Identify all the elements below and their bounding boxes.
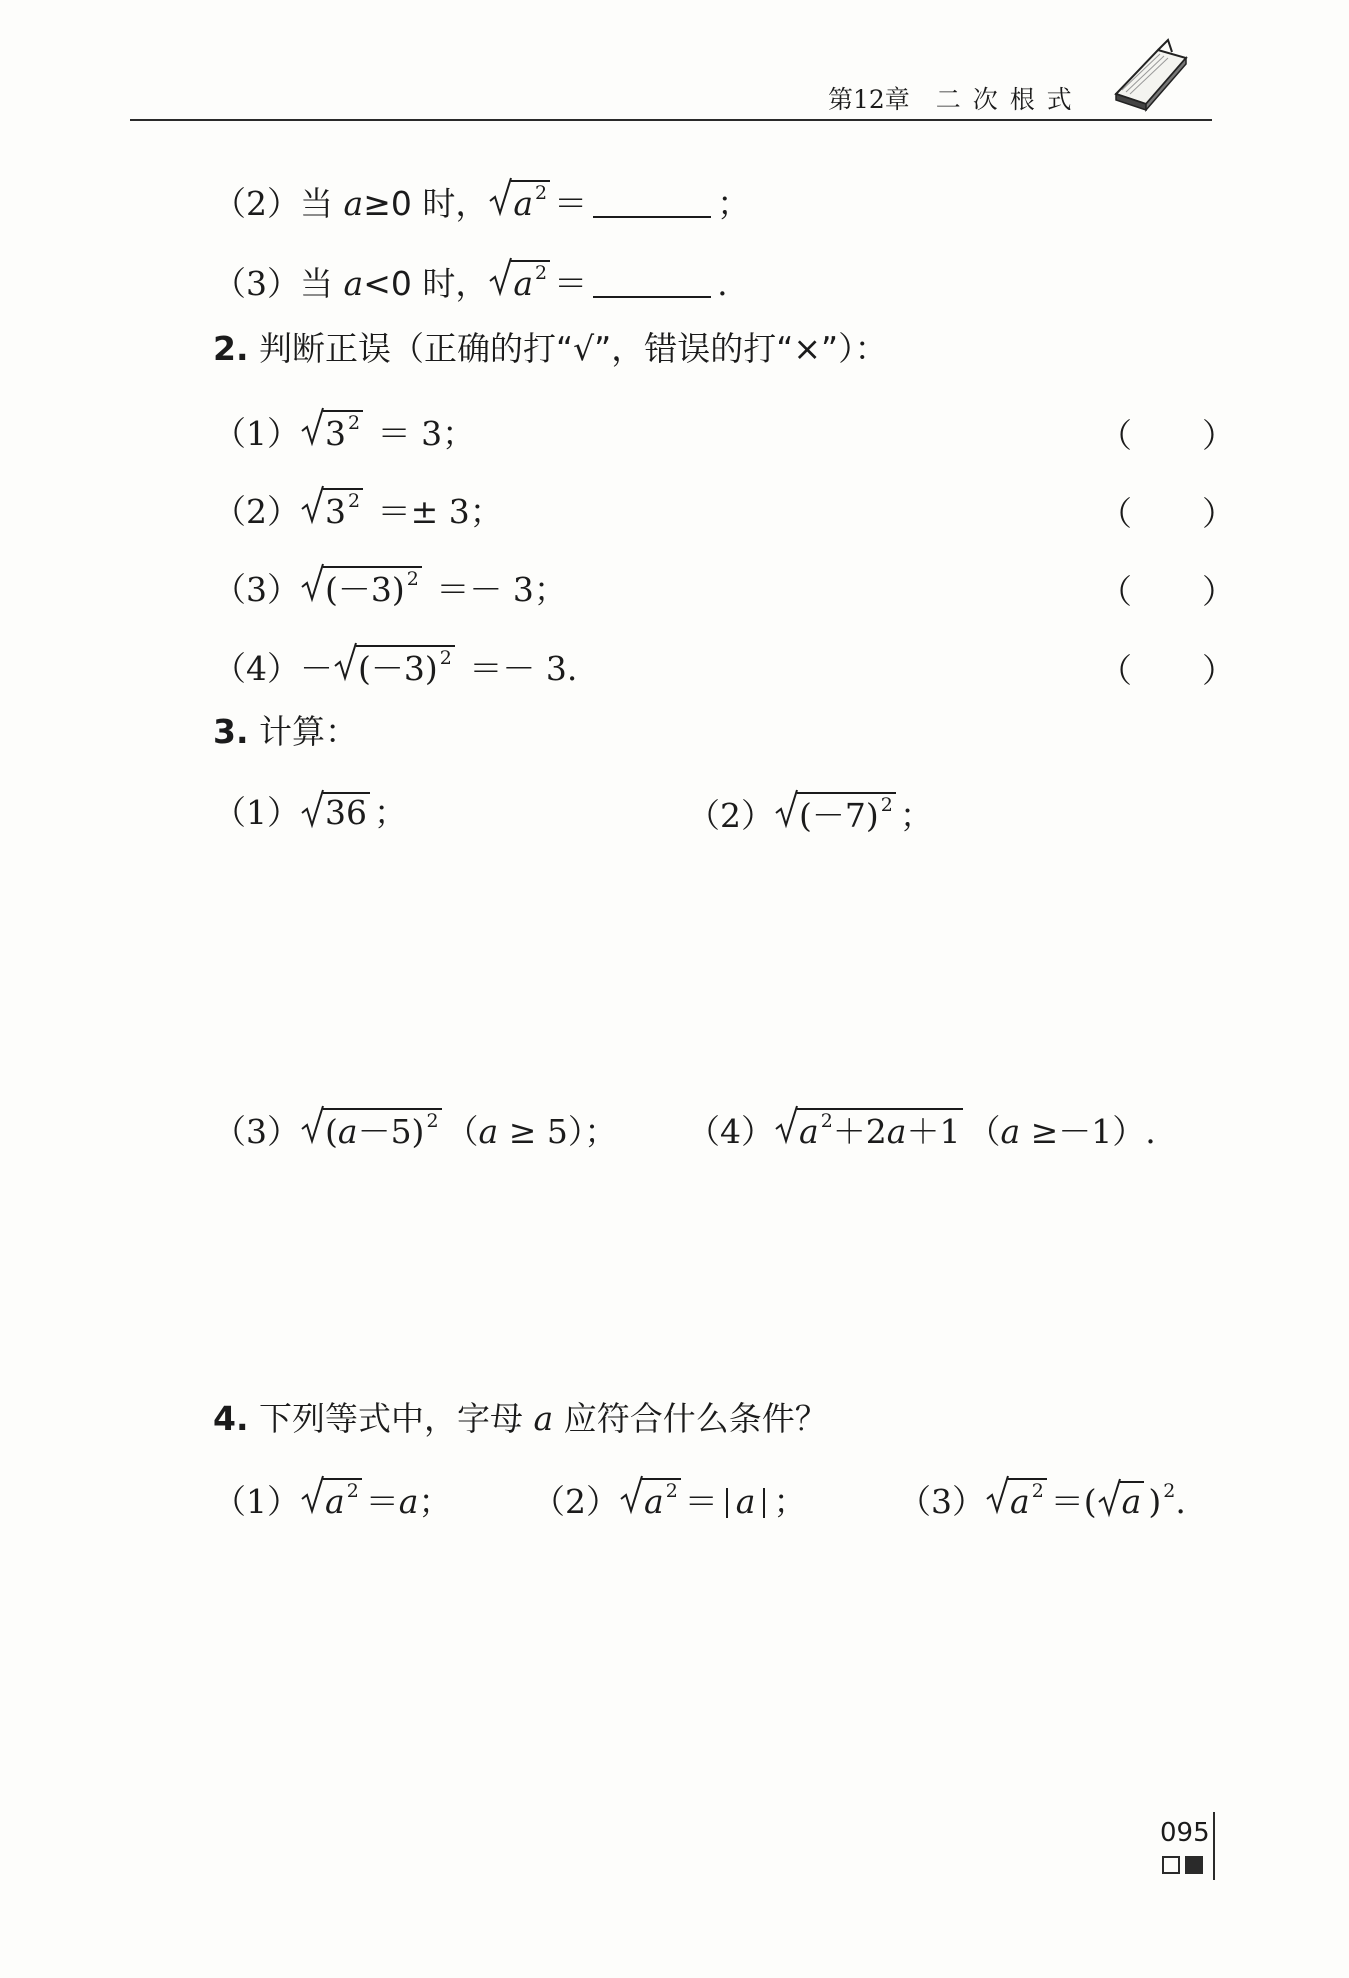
condition: <0 时， bbox=[363, 264, 489, 303]
answer-parentheses[interactable] bbox=[1099, 645, 1235, 692]
exponent: 2 bbox=[348, 490, 361, 512]
exponent: 2 bbox=[346, 1480, 359, 1502]
sqrt-expression bbox=[619, 1478, 681, 1521]
question-3-item-2 bbox=[687, 792, 933, 835]
radicand: (－3) bbox=[325, 570, 405, 609]
punct: . bbox=[1175, 1482, 1186, 1521]
variable: a bbox=[533, 1399, 554, 1438]
question-text: 下列等式中，字母 bbox=[259, 1399, 523, 1438]
question-2-item-3 bbox=[213, 566, 567, 609]
sqrt-expression bbox=[300, 566, 422, 609]
paren-open: （ bbox=[1099, 494, 1132, 533]
sqrt-expression bbox=[985, 1478, 1047, 1521]
part-label: （1） bbox=[213, 414, 300, 453]
part-label: （3） bbox=[213, 1112, 300, 1151]
paren-close: ） bbox=[1202, 651, 1235, 690]
question-2-item-1 bbox=[213, 410, 476, 453]
part-label: （2） bbox=[532, 1482, 619, 1521]
condition-open: （ bbox=[445, 1112, 479, 1151]
condition: ≥ 5）； bbox=[498, 1112, 618, 1151]
radicand: a bbox=[325, 1482, 345, 1521]
sqrt-expression bbox=[488, 260, 550, 303]
text: 当 bbox=[300, 184, 333, 223]
sqrt-expression bbox=[300, 1108, 442, 1151]
question-number: 3. bbox=[213, 712, 249, 751]
question-2-heading bbox=[213, 329, 888, 368]
exponent: 2 bbox=[535, 182, 548, 204]
radicand-part: ＋2 bbox=[832, 1112, 887, 1151]
variable: a bbox=[886, 1112, 907, 1151]
part-label: （4） bbox=[687, 1112, 774, 1151]
part-label: （3） bbox=[213, 570, 300, 609]
exponent: 2 bbox=[820, 1110, 833, 1132]
chapter-title-char: 次 bbox=[972, 85, 1000, 114]
condition: ≥0 时， bbox=[363, 184, 489, 223]
paren-open: （ bbox=[1099, 572, 1132, 611]
sqrt-expression bbox=[774, 792, 896, 835]
page-number: 095 bbox=[1160, 1818, 1210, 1848]
sqrt-expression bbox=[300, 792, 370, 832]
variable: a bbox=[337, 1112, 358, 1151]
radicand: a bbox=[1121, 1482, 1142, 1521]
exponent: 2 bbox=[535, 262, 548, 284]
sqrt-expression bbox=[333, 645, 455, 688]
question-number: 4. bbox=[213, 1399, 249, 1438]
abs-bar-left bbox=[726, 1488, 728, 1518]
part-label: （4）－ bbox=[213, 649, 333, 688]
variable: a bbox=[1000, 1112, 1021, 1151]
answer-blank[interactable] bbox=[593, 296, 711, 298]
chapter-number: 第12章 bbox=[828, 85, 910, 114]
punct: ； bbox=[899, 796, 933, 835]
paren-close: ） bbox=[1202, 572, 1235, 611]
part-label: （1） bbox=[213, 1482, 300, 1521]
problem-1-part-3 bbox=[213, 260, 728, 303]
radicand: a bbox=[1010, 1482, 1030, 1521]
equals: ＝ bbox=[365, 1482, 399, 1521]
punct: . bbox=[717, 264, 728, 303]
equals-open-paren: ＝( bbox=[1050, 1482, 1097, 1521]
statement-rest: ＝ 3； bbox=[377, 414, 476, 453]
statement-rest: ＝± 3； bbox=[377, 492, 503, 531]
page-number-rule bbox=[1213, 1812, 1215, 1880]
paren-open: （ bbox=[1099, 651, 1132, 690]
question-text: 计算： bbox=[259, 712, 358, 751]
paren-close: ） bbox=[1202, 416, 1235, 455]
question-2-item-2 bbox=[213, 488, 503, 531]
radicand: a bbox=[644, 1482, 664, 1521]
question-number: 2. bbox=[213, 329, 249, 368]
question-3-item-3 bbox=[213, 1108, 618, 1151]
variable: a bbox=[398, 1482, 419, 1521]
chapter-title-char: 二 bbox=[935, 85, 963, 114]
paren-open: （ bbox=[1099, 416, 1132, 455]
part-label: （1） bbox=[213, 793, 300, 832]
variable: a bbox=[735, 1482, 756, 1521]
question-4-item-3 bbox=[898, 1478, 1186, 1521]
exponent: 2 bbox=[665, 1480, 678, 1502]
paren-close: ） bbox=[1202, 494, 1235, 533]
sqrt-expression bbox=[774, 1108, 963, 1151]
question-2-item-4 bbox=[213, 645, 578, 688]
radicand: a bbox=[513, 264, 534, 303]
variable: a bbox=[799, 1112, 819, 1151]
question-3-item-1 bbox=[213, 792, 407, 832]
equals: ＝ bbox=[684, 1482, 718, 1521]
abs-bar-right bbox=[763, 1488, 765, 1518]
answer-parentheses[interactable] bbox=[1099, 410, 1235, 457]
part-label: （2） bbox=[687, 796, 774, 835]
chapter-header bbox=[828, 80, 1074, 116]
close-paren: ) bbox=[1148, 1482, 1162, 1521]
square-outline-icon bbox=[1162, 1856, 1180, 1874]
exponent: 2 bbox=[880, 794, 893, 816]
sqrt-expression bbox=[300, 410, 363, 453]
sqrt-expression bbox=[1097, 1481, 1145, 1521]
sqrt-expression bbox=[300, 488, 363, 531]
condition: ≥－1）. bbox=[1020, 1112, 1156, 1151]
radicand-part: ＋1 bbox=[906, 1112, 961, 1151]
part-label: （3） bbox=[898, 1482, 985, 1521]
question-4-item-1 bbox=[213, 1478, 452, 1521]
radicand-part: －5) bbox=[357, 1112, 425, 1151]
part-label: （2） bbox=[213, 492, 300, 531]
radicand: 3 bbox=[325, 414, 346, 453]
question-4-heading bbox=[213, 1399, 828, 1438]
radicand-part: ( bbox=[325, 1112, 338, 1151]
radicand: a bbox=[513, 184, 534, 223]
variable: a bbox=[478, 1112, 499, 1151]
text: 当 bbox=[300, 264, 333, 303]
exponent: 2 bbox=[1163, 1480, 1176, 1502]
exponent: 2 bbox=[439, 647, 452, 669]
part-label: （3） bbox=[213, 264, 300, 303]
book-icon bbox=[1112, 36, 1190, 112]
part-label: （2） bbox=[213, 184, 300, 223]
square-filled-icon bbox=[1185, 1856, 1203, 1874]
equals: ＝ bbox=[554, 184, 588, 223]
question-text: 判断正误（正确的打“√”，错误的打“×”）： bbox=[259, 329, 888, 368]
radicand: 36 bbox=[325, 793, 367, 832]
variable: a bbox=[343, 184, 364, 223]
punct: ； bbox=[717, 184, 751, 223]
chapter-title-char: 式 bbox=[1046, 85, 1074, 114]
radicand: (－3) bbox=[358, 649, 438, 688]
statement-rest: ＝－ 3. bbox=[469, 649, 578, 688]
exponent: 2 bbox=[406, 568, 419, 590]
exponent: 2 bbox=[348, 412, 361, 434]
punct: ； bbox=[374, 793, 407, 832]
answer-parentheses[interactable] bbox=[1099, 488, 1235, 535]
condition-open: （ bbox=[967, 1112, 1001, 1151]
question-3-item-4 bbox=[687, 1108, 1156, 1151]
sqrt-expression bbox=[300, 1478, 362, 1521]
sqrt-expression bbox=[488, 180, 550, 223]
problem-1-part-2 bbox=[213, 180, 751, 223]
punct: ； bbox=[773, 1482, 807, 1521]
exponent: 2 bbox=[1031, 1480, 1044, 1502]
question-4-item-2 bbox=[532, 1478, 807, 1521]
answer-parentheses[interactable] bbox=[1099, 566, 1235, 613]
statement-rest: ＝－ 3； bbox=[436, 570, 567, 609]
radicand: (－7) bbox=[799, 796, 879, 835]
equals: ＝ bbox=[554, 264, 588, 303]
question-3-heading bbox=[213, 712, 358, 751]
radicand: 3 bbox=[325, 492, 346, 531]
punct: ； bbox=[418, 1482, 452, 1521]
question-text: 应符合什么条件？ bbox=[563, 1399, 828, 1438]
variable: a bbox=[343, 264, 364, 303]
header-rule bbox=[130, 119, 1212, 121]
chapter-title-char: 根 bbox=[1009, 85, 1037, 114]
exponent: 2 bbox=[426, 1110, 439, 1132]
answer-blank[interactable] bbox=[593, 216, 711, 218]
